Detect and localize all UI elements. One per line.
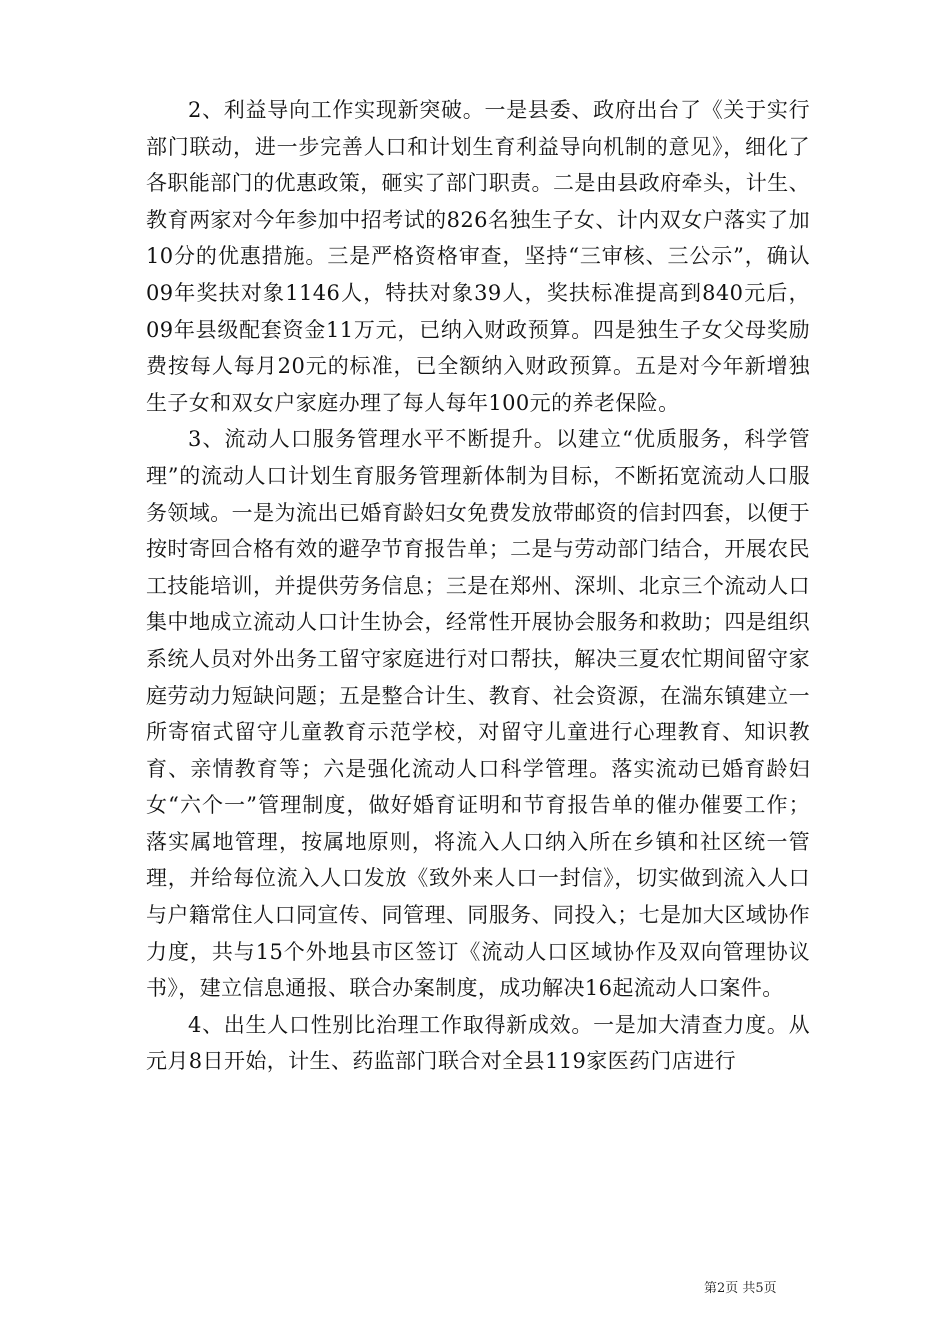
page-number-footer: 第2页 共5页 [704,1281,777,1296]
paragraph-2-interest-guidance: 2、利益导向工作实现新突破。一是县委、政府出台了《关于实行部门联动，进一步完善人口和计划生育利益导向机制的意见》，细化了各职能部门的优惠政策，砸实了部门职责。二是由县政府牵头，计生、教育两家对今年参加中招考试的826名独生子女、计内双女户落实了加10分的优惠措施。三是严格资格审查，坚持“三审核、三公示”，确认09年奖扶对象1146人，特扶对象39人，奖扶标准提高到840元后，09年县级配套资金11万元，已纳入财政预算。四是独生子女父母奖励费按每人每月20元的标准，已全额纳入财政预算。五是对今年新增独生子女和双女户家庭办理了每人每年100元的养老保险。 [146,98,810,415]
paragraph-4-sex-ratio: 4、出生人口性别比治理工作取得新成效。一是加大清查力度。从元月8日开始，计生、药监部门联合对全县119家医药门店进行 [146,1012,810,1074]
document-body [146,92,810,1080]
paragraph-3-floating-population: 3、流动人口服务管理水平不断提升。以建立“优质服务，科学管理”的流动人口计划生育服务管理新体制为目标，不断拓宽流动人口服务领域。一是为流出已婚育龄妇女免费发放带邮资的信封四套，以便于按时寄回合格有效的避孕节育报告单；二是与劳动部门结合，开展农民工技能培训，并提供劳务信息；三是在郑州、深圳、北京三个流动人口集中地成立流动人口计生协会，经常性开展协会服务和救助；四是组织系统人员对外出务工留守家庭进行对口帮扶，解决三夏农忙期间留守家庭劳动力短缺问题；五是整合计生、教育、社会资源，在湍东镇建立一所寄宿式留守儿童教育示范学校，对留守儿童进行心理教育、知识教育、亲情教育等；六是强化流动人口科学管理。落实流动已婚育龄妇女“六个一”管理制度，做好婚育证明和节育报告单的催办催要工作；落实属地管理，按属地原则，将流入人口纳入所在乡镇和社区统一管理，并给每位流入人口发放《致外来人口一封信》，切实做到流入人口与户籍常住人口同宣传、同管理、同服务、同投入；七是加大区域协作力度，共与15个外地县市区签订《流动人口区域协作及双向管理协议书》，建立信息通报、联合办案制度，成功解决16起流动人口案件。 [146,427,810,1001]
